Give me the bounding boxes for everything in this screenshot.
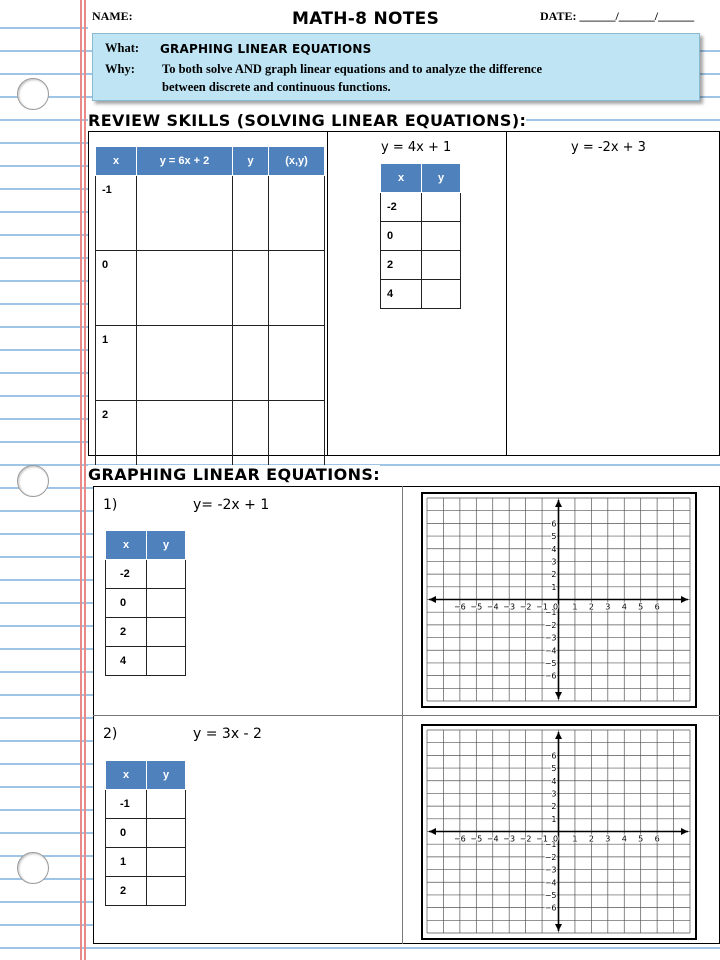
- binder-hole-top: [17, 78, 49, 110]
- table-row: [106, 819, 186, 848]
- x-value: 2: [96, 401, 137, 476]
- y-tick-label: 4: [551, 544, 557, 554]
- x-tick-label: 3: [605, 834, 611, 844]
- coordinate-plane-1: [423, 494, 694, 705]
- coordinate-grid-2[interactable]: [421, 724, 697, 940]
- x-value: 2: [381, 251, 422, 280]
- answer-cell[interactable]: [233, 251, 269, 326]
- header-y: y: [233, 147, 269, 176]
- x-tick-label: −6: [453, 834, 466, 844]
- answer-cell[interactable]: [147, 877, 186, 906]
- y-tick-label: −2: [544, 620, 557, 630]
- y-axis-arrow-up-icon: [555, 500, 562, 507]
- table-row: [106, 647, 186, 676]
- problem-1-equation: y= -2x + 1: [193, 497, 270, 513]
- y-tick-label: −4: [544, 646, 557, 656]
- review-heading: REVIEW SKILLS (SOLVING LINEAR EQUATIONS):: [88, 111, 527, 130]
- y-tick-label: 5: [551, 764, 557, 774]
- x-tick-label: 6: [654, 834, 660, 844]
- x-tick-label: −3: [503, 834, 516, 844]
- y-tick-label: −2: [544, 852, 557, 862]
- objective-box: [92, 33, 700, 101]
- y-axis-arrow-down-icon: [555, 692, 562, 699]
- x-tick-label: −4: [486, 602, 499, 612]
- answer-cell[interactable]: [422, 222, 461, 251]
- y-tick-label: 4: [551, 776, 557, 786]
- x-value: 4: [381, 280, 422, 309]
- x-tick-label: 4: [621, 602, 627, 612]
- x-tick-label: −2: [519, 602, 532, 612]
- answer-cell[interactable]: [269, 176, 325, 251]
- coordinate-grid-1[interactable]: [421, 492, 697, 708]
- x-value: 2: [106, 618, 147, 647]
- x-tick-label: 5: [638, 834, 644, 844]
- x-value: 4: [106, 647, 147, 676]
- answer-cell[interactable]: [269, 251, 325, 326]
- review-table-1: [95, 146, 325, 476]
- x-value: 1: [96, 326, 137, 401]
- y-tick-label: −1: [544, 840, 557, 850]
- y-tick-label: 5: [551, 532, 557, 542]
- x-value: -1: [96, 176, 137, 251]
- answer-cell[interactable]: [137, 176, 233, 251]
- margin-line-2: [84, 0, 86, 960]
- y-tick-label: 1: [551, 814, 557, 824]
- margin-line: [80, 0, 82, 960]
- why-line-1: To both solve AND graph linear equations and to analyze the difference: [162, 62, 542, 76]
- header-y: y: [422, 164, 461, 193]
- coordinate-plane-2: [423, 726, 694, 937]
- answer-cell[interactable]: [137, 251, 233, 326]
- y-tick-label: 1: [551, 582, 557, 592]
- x-tick-label: −6: [453, 602, 466, 612]
- review-equation-3: y = -2x + 3: [571, 140, 646, 155]
- y-axis-arrow-up-icon: [555, 732, 562, 739]
- y-tick-label: −5: [544, 890, 557, 900]
- answer-cell[interactable]: [147, 848, 186, 877]
- table-header-row: [96, 147, 325, 176]
- table-row: [106, 589, 186, 618]
- y-axis-arrow-down-icon: [555, 924, 562, 931]
- review-table-2: [380, 163, 461, 309]
- y-tick-label: 6: [551, 751, 557, 761]
- y-tick-label: 3: [551, 557, 557, 567]
- x-tick-label: 0: [552, 834, 559, 844]
- table-row: [381, 280, 461, 309]
- x-tick-label: 1: [572, 602, 578, 612]
- x-tick-label: 5: [638, 602, 644, 612]
- table-row: [106, 848, 186, 877]
- table-row: [96, 176, 325, 251]
- table-row: [106, 560, 186, 589]
- x-value: 0: [106, 589, 147, 618]
- header-expression: y = 6x + 2: [137, 147, 233, 176]
- y-tick-label: 3: [551, 789, 557, 799]
- answer-cell[interactable]: [422, 280, 461, 309]
- x-tick-label: 0: [552, 602, 559, 612]
- header-x: x: [106, 531, 147, 560]
- problem-1-table: [105, 530, 186, 676]
- graphing-heading: GRAPHING LINEAR EQUATIONS:: [88, 465, 381, 484]
- x-axis-arrow-right-icon: [681, 828, 688, 835]
- x-value: 0: [106, 819, 147, 848]
- x-tick-label: −5: [470, 834, 483, 844]
- x-axis-arrow-left-icon: [429, 828, 436, 835]
- what-label: What:: [105, 41, 140, 55]
- answer-cell[interactable]: [147, 790, 186, 819]
- header-y: y: [147, 531, 186, 560]
- x-axis-arrow-left-icon: [429, 596, 436, 603]
- answer-cell[interactable]: [147, 618, 186, 647]
- x-tick-label: −3: [503, 602, 516, 612]
- date-label: DATE: ______/______/______: [540, 9, 695, 23]
- table-header-row: [381, 164, 461, 193]
- why-label: Why:: [105, 62, 135, 76]
- x-tick-label: 4: [621, 834, 627, 844]
- x-tick-label: 2: [588, 602, 594, 612]
- answer-cell[interactable]: [147, 819, 186, 848]
- review-equation-2: y = 4x + 1: [381, 140, 452, 155]
- table-row: [96, 251, 325, 326]
- problem-1-number: 1): [103, 497, 118, 513]
- header-y: y: [147, 761, 186, 790]
- answer-cell[interactable]: [137, 326, 233, 401]
- problem-divider: [93, 715, 720, 716]
- page-title: MATH-8 NOTES: [292, 9, 440, 29]
- x-axis-arrow-right-icon: [681, 596, 688, 603]
- x-tick-label: −1: [536, 602, 548, 612]
- table-header-row: [106, 531, 186, 560]
- answer-cell[interactable]: [269, 326, 325, 401]
- answer-cell[interactable]: [147, 589, 186, 618]
- x-tick-label: −2: [519, 834, 532, 844]
- what-value: GRAPHING LINEAR EQUATIONS: [160, 42, 372, 56]
- table-header-row: [106, 761, 186, 790]
- x-tick-label: −4: [486, 834, 499, 844]
- answer-cell[interactable]: [147, 647, 186, 676]
- x-value: 1: [106, 848, 147, 877]
- table-row: [381, 193, 461, 222]
- name-label: NAME:: [92, 9, 133, 23]
- answer-cell[interactable]: [233, 176, 269, 251]
- y-tick-label: −1: [544, 608, 557, 618]
- y-tick-label: −3: [544, 865, 557, 875]
- binder-hole-middle: [17, 465, 49, 497]
- x-tick-label: −1: [536, 834, 548, 844]
- y-tick-label: −6: [544, 903, 557, 913]
- x-value: -2: [381, 193, 422, 222]
- answer-cell[interactable]: [147, 560, 186, 589]
- x-value: 0: [96, 251, 137, 326]
- table-row: [106, 618, 186, 647]
- x-tick-label: 1: [572, 834, 578, 844]
- problem-2-table: [105, 760, 186, 906]
- x-tick-label: 2: [588, 834, 594, 844]
- y-tick-label: −3: [544, 633, 557, 643]
- problem-2-number: 2): [103, 726, 118, 742]
- y-tick-label: −5: [544, 658, 557, 668]
- review-divider-2: [506, 131, 507, 456]
- y-tick-label: −6: [544, 671, 557, 681]
- x-tick-label: −5: [470, 602, 483, 612]
- answer-cell[interactable]: [422, 251, 461, 280]
- x-tick-label: 6: [654, 602, 660, 612]
- header-ordered-pair: (x,y): [269, 147, 325, 176]
- header-x: x: [381, 164, 422, 193]
- header-x: x: [96, 147, 137, 176]
- table-row: [381, 222, 461, 251]
- review-divider-1: [327, 131, 328, 456]
- y-tick-label: 2: [551, 570, 557, 580]
- x-value: -2: [106, 560, 147, 589]
- x-value: 0: [381, 222, 422, 251]
- problem-2-equation: y = 3x - 2: [193, 726, 262, 742]
- why-line-2: between discrete and continuous functions.: [162, 80, 391, 94]
- table-row: [381, 251, 461, 280]
- binder-hole-bottom: [17, 852, 49, 884]
- y-tick-label: 2: [551, 802, 557, 812]
- header-x: x: [106, 761, 147, 790]
- y-tick-label: 6: [551, 519, 557, 529]
- x-value: -1: [106, 790, 147, 819]
- y-tick-label: −4: [544, 878, 557, 888]
- table-row: [106, 877, 186, 906]
- x-value: 2: [106, 877, 147, 906]
- table-row: [106, 790, 186, 819]
- answer-cell[interactable]: [422, 193, 461, 222]
- table-row: [96, 326, 325, 401]
- x-tick-label: 3: [605, 602, 611, 612]
- answer-cell[interactable]: [233, 326, 269, 401]
